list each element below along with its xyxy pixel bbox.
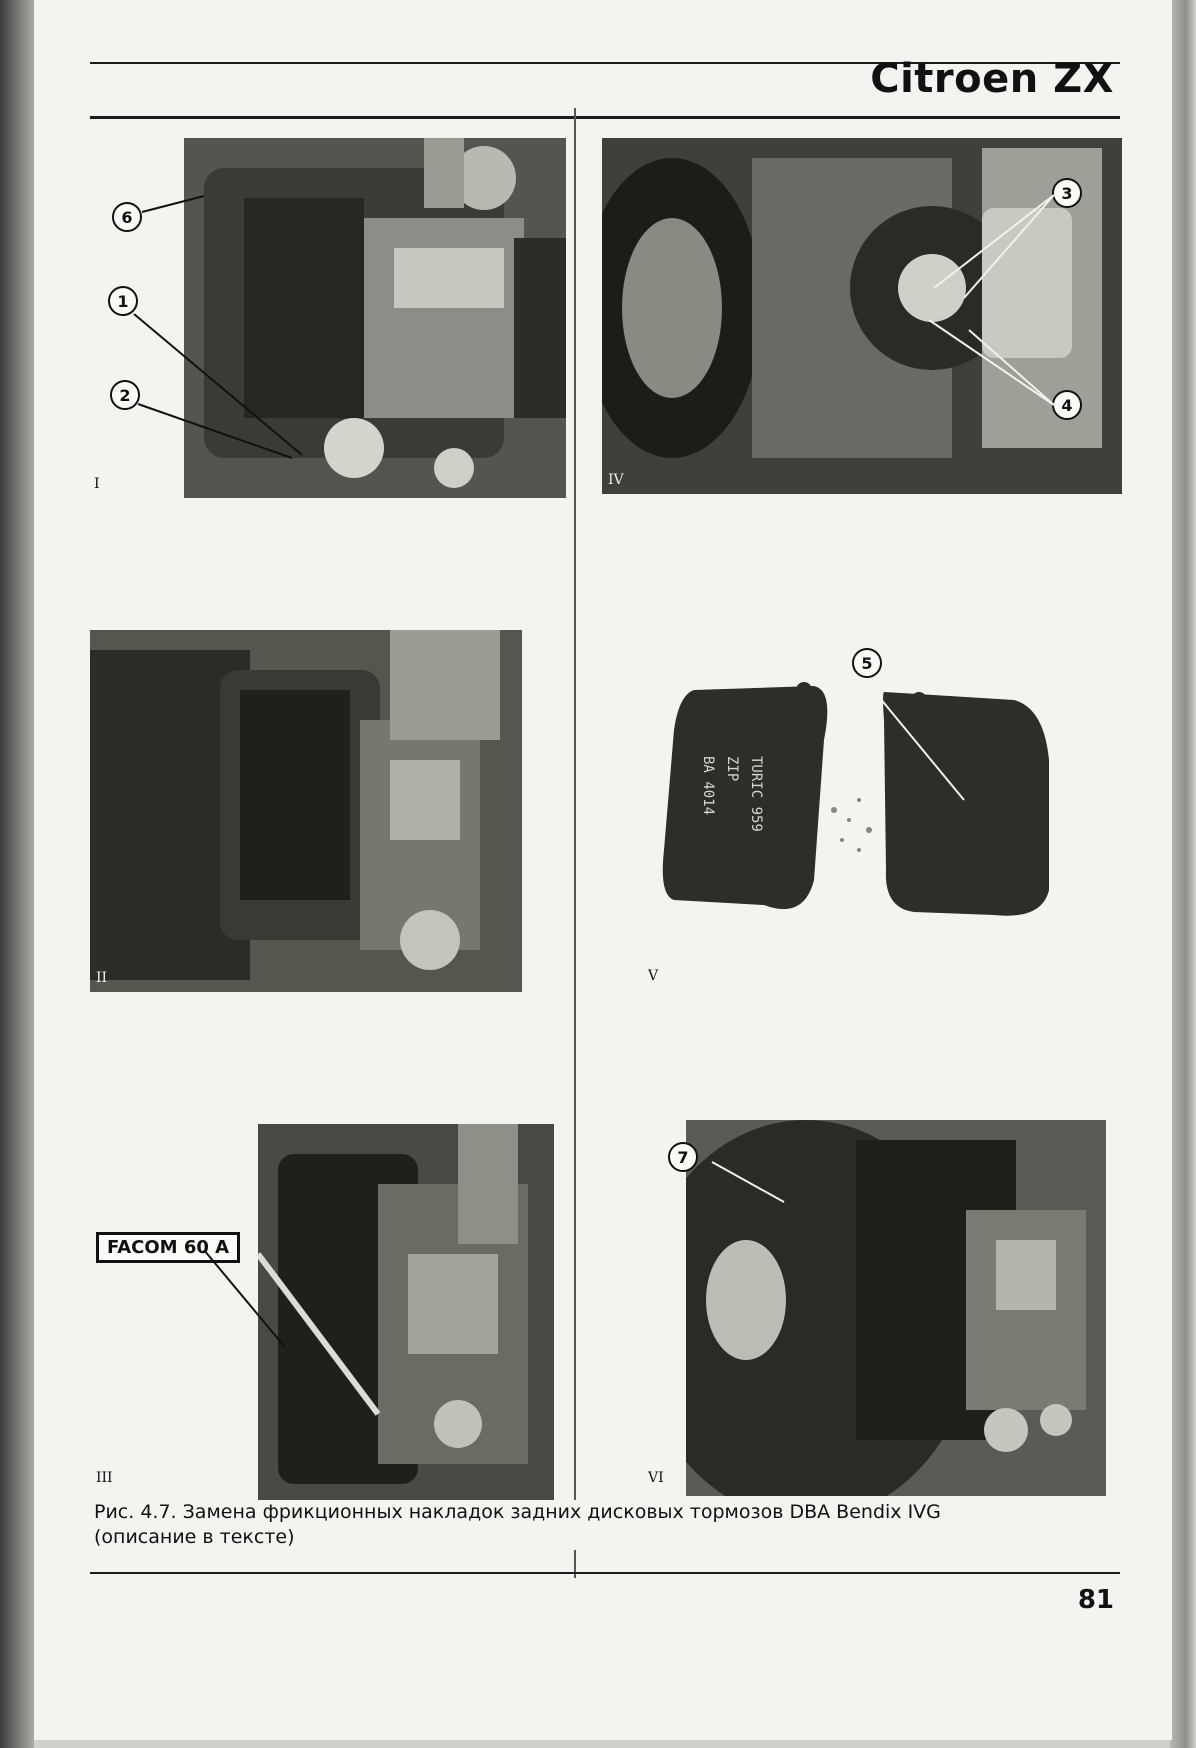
pad-marking-1: TURIC 959 <box>748 756 764 832</box>
figure-ii-photo <box>90 630 522 992</box>
pad-marking-2: ZIP <box>724 756 740 782</box>
page-number: 81 <box>1077 1585 1114 1615</box>
header-title: Citroen ZX <box>870 56 1114 102</box>
document-page <box>34 0 1172 1740</box>
callout-7: 7 <box>668 1142 698 1172</box>
figure-iii-label: III <box>96 1470 113 1486</box>
figure-vi-label: VI <box>648 1470 664 1486</box>
figure-caption <box>94 1500 994 1550</box>
figure-v-label: V <box>648 968 659 984</box>
figure-iv-leader-lines <box>574 120 1134 450</box>
callout-2: 2 <box>110 380 140 410</box>
scan-edge-left <box>0 0 34 1748</box>
scan-edge-right <box>1170 0 1196 1748</box>
callout-5: 5 <box>852 648 882 678</box>
figure-i-leader-lines <box>34 0 594 520</box>
figure-vi-leader-line <box>684 1150 804 1230</box>
figure-v-leader-line <box>834 660 994 840</box>
callout-4: 4 <box>1052 390 1082 420</box>
figure-iv-label: IV <box>608 472 624 488</box>
figure-i-label: I <box>94 476 100 492</box>
figure-iii-leader-line <box>194 1246 314 1366</box>
facom-tool-label: FACOM 60 A <box>96 1232 240 1263</box>
callout-3: 3 <box>1052 178 1082 208</box>
footer-rule <box>90 1572 1120 1574</box>
pad-marking-3: BA 4014 <box>700 756 716 816</box>
figure-ii-label: II <box>96 970 108 986</box>
figure-caption-line-2: (описание в тексте) <box>94 1526 295 1548</box>
callout-6: 6 <box>112 202 142 232</box>
figure-caption-line-1: Рис. 4.7. Замена фрикционных накладок задних дисковых тормозов DBA Bendix IVG <box>94 1501 941 1523</box>
callout-1: 1 <box>108 286 138 316</box>
